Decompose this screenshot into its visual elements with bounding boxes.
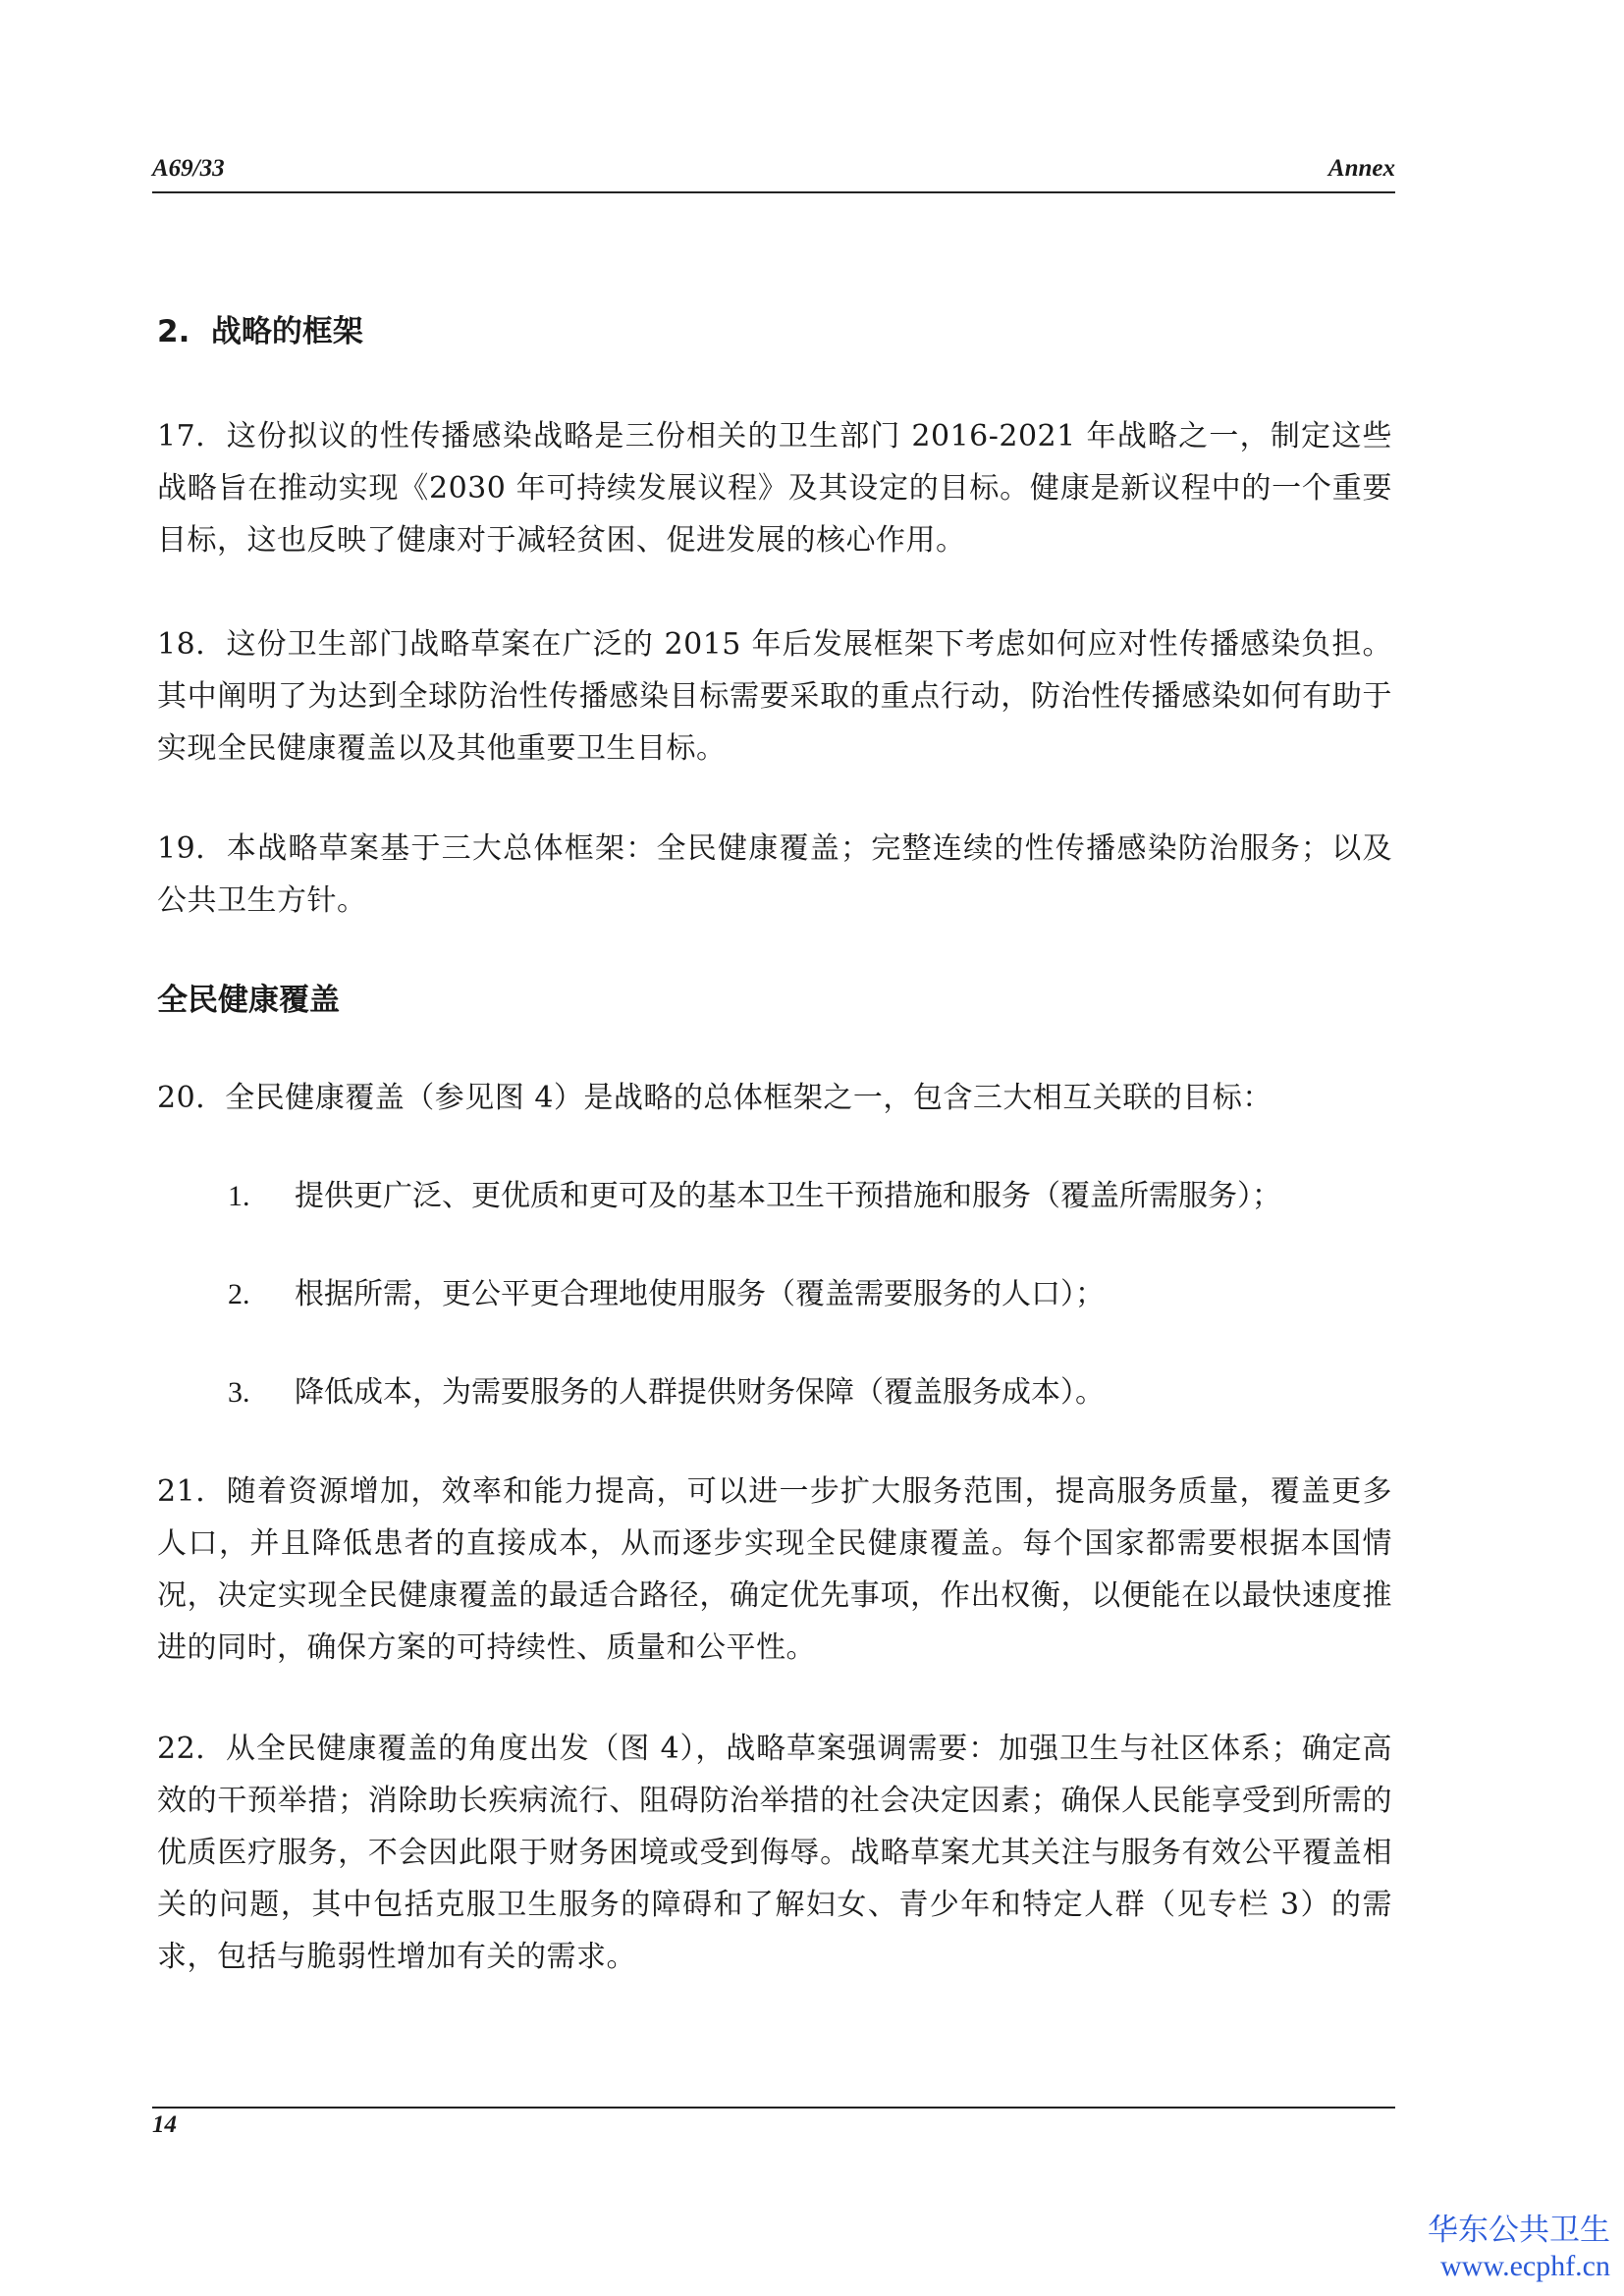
paragraph-22: 22. 从全民健康覆盖的角度出发（图 4），战略草案强调需要：加强卫生与社区体系；确定高效的干预举措；消除助长疾病流行、阻碍防治举措的社会决定因素；确保人民能享受到所需的优质医疗服务，不会因此限于财务困境或受到侮辱。战略草案尤其关注与服务有效公平覆盖相关的问题，其中包括克服卫生服务的障碍和了解妇女、青少年和特定人群（见专栏 3）的需求，包括与脆弱性增加有关的需求。 <box>157 1732 1392 1974</box>
list-item-text: 提供更广泛、更优质和更可及的基本卫生干预措施和服务（覆盖所需服务）； <box>295 1179 1281 1213</box>
list-item-text: 降低成本，为需要服务的人群提供财务保障（覆盖服务成本）。 <box>295 1375 1105 1410</box>
section-heading: 2. 战略的框架 <box>157 314 363 349</box>
paragraph-20: 20. 全民健康覆盖（参见图 4）是战略的总体框架之一，包含三大相互关联的目标： <box>157 1081 1272 1115</box>
list-item-number: 1. <box>228 1180 250 1212</box>
watermark-org-name: 华东公共卫生 <box>1428 2213 1610 2248</box>
list-item-text: 根据所需，更公平更合理地使用服务（覆盖需要服务的人口）； <box>295 1277 1105 1311</box>
list-item-number: 2. <box>228 1278 250 1310</box>
paragraph-18: 18. 这份卫生部门战略草案在广泛的 2015 年后发展框架下考虑如何应对性传播感染负担。其中阐明了为达到全球防治性传播感染目标需要采取的重点行动，防治性传播感染如何有助于实现全民健康覆盖以及其他重要卫生目标。 <box>157 627 1392 766</box>
list-item <box>228 1268 1392 1320</box>
subsection-heading: 全民健康覆盖 <box>157 983 340 1018</box>
watermark-url[interactable]: www.ecphf.cn <box>1440 2250 1610 2282</box>
list-item-number: 3. <box>228 1376 250 1409</box>
list-item <box>228 1170 1392 1222</box>
document-code: A69/33 <box>152 155 225 182</box>
page-footer <box>152 2107 1395 2138</box>
paragraph-21: 21. 随着资源增加，效率和能力提高，可以进一步扩大服务范围，提高服务质量，覆盖更多人口，并且降低患者的直接成本，从而逐步实现全民健康覆盖。每个国家都需要根据本国情况，决定实现全民健康覆盖的最适合路径，确定优先事项，作出权衡，以便能在以最快速度推进的同时，确保方案的可持续性、质量和公平性。 <box>157 1474 1392 1665</box>
paragraph-19: 19. 本战略草案基于三大总体框架：全民健康覆盖；完整连续的性传播感染防治服务；以及公共卫生方针。 <box>157 831 1392 918</box>
page-number: 14 <box>152 2111 177 2138</box>
section-label: Annex <box>1327 155 1395 182</box>
page-header <box>152 152 1395 193</box>
watermark[interactable] <box>1428 2212 1610 2284</box>
list-item <box>228 1366 1392 1418</box>
paragraph-17: 17. 这份拟议的性传播感染战略是三份相关的卫生部门 2016-2021 年战略之一，制定这些战略旨在推动实现《2030 年可持续发展议程》及其设定的目标。健康是新议程中的一个重要目标，这也反映了健康对于减轻贫困、促进发展的核心作用。 <box>157 419 1392 558</box>
